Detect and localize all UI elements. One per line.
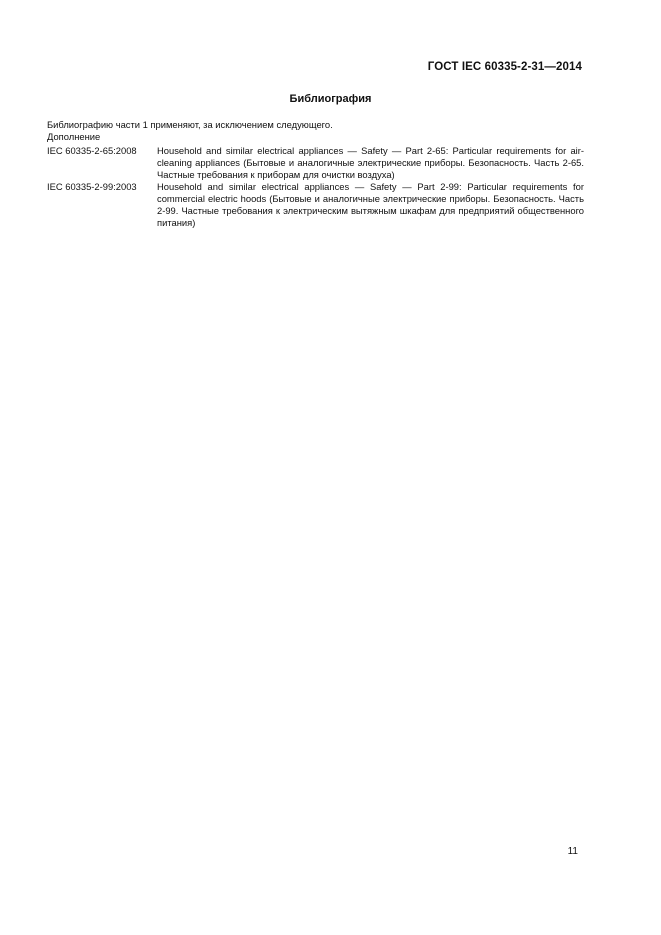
page-number: 11 <box>567 846 578 857</box>
intro-line-2: Дополнение <box>47 131 101 142</box>
intro-text <box>47 119 333 143</box>
bibliography-list <box>47 145 584 229</box>
bibliography-item <box>47 145 584 181</box>
intro-line-1: Библиографию части 1 применяют, за исключением следующего. <box>47 119 333 130</box>
reference-text: Household and similar electrical appliances — Safety — Part 2-65: Particular requirements for air-cleaning appliances (Бытовые и аналогичные электрические приборы. Безопасность. Часть 2-65. Частные требования к приборам для очистки воздуха) <box>157 145 584 180</box>
page-title: Библиография <box>289 93 372 105</box>
reference-text: Household and similar electrical appliances — Safety — Part 2-99: Particular requirements for commercial electric hoods (Бытовые и аналогичные электрические приборы. Безопасность. Часть 2-99. Частные требования к электрическим вытяжным шкафам для предприятий общественного питания) <box>157 181 584 228</box>
reference-code: IEC 60335-2-65:2008 <box>47 145 137 156</box>
reference-code: IEC 60335-2-99:2003 <box>47 181 137 192</box>
bibliography-item <box>47 181 584 229</box>
document-header: ГОСТ IEC 60335-2-31—2014 <box>427 61 582 73</box>
